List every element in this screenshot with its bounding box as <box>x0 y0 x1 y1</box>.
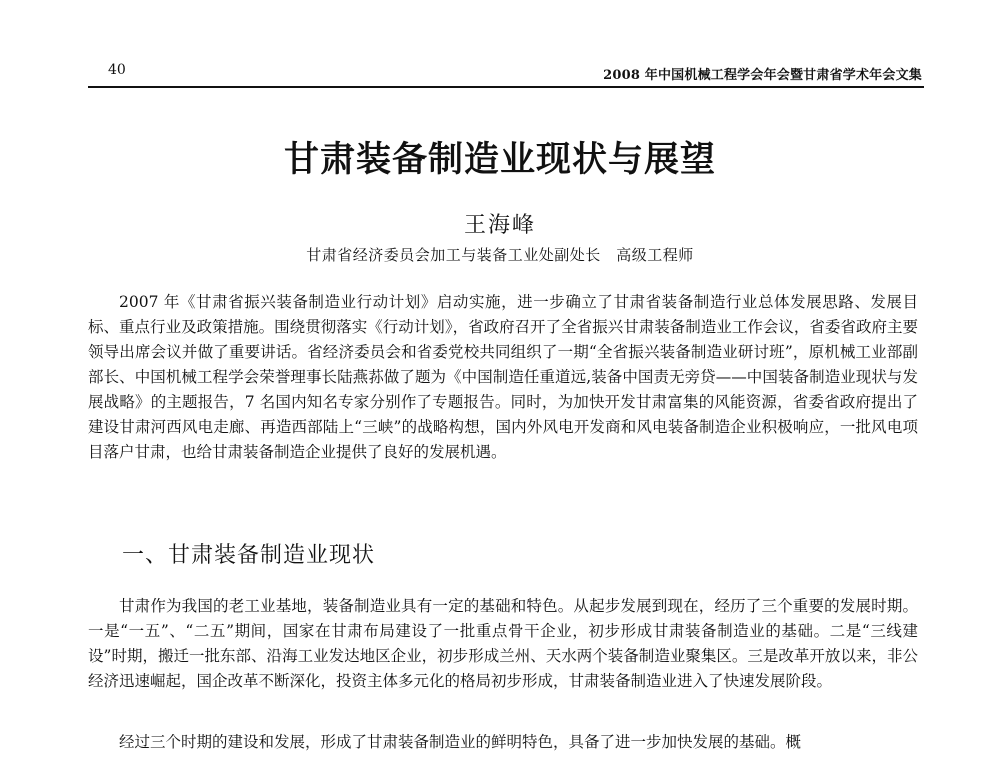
page-number: 40 <box>108 62 126 78</box>
body-paragraph-2: 甘肃作为我国的老工业基地，装备制造业具有一定的基础和特色。从起步发展到现在，经历了三个重要的发展时期。一是“一五”、“二五”期间，国家在甘肃布局建设了一批重点骨干企业，初步形成甘肃装备制造业的基础。二是“三线建设”时期，搬迁一批东部、沿海工业发达地区企业，初步形成兰州、天水两个装备制造业聚集区。三是改革开放以来，非公经济迅速崛起，国企改革不断深化，投资主体多元化的格局初步形成，甘肃装备制造业进入了快速发展阶段。 <box>88 597 918 690</box>
body-paragraph-3: 经过三个时期的建设和发展，形成了甘肃装备制造业的鲜明特色，具备了进一步加快发展的基础。概 <box>119 733 802 751</box>
author-name: 王海峰 <box>463 213 536 238</box>
author-affiliation: 甘肃省经济委员会加工与装备工业处副处长 高级工程师 <box>306 246 694 264</box>
running-header-title: 2008 年中国机械工程学会年会暨甘肃省学术年会文集 <box>603 68 922 83</box>
article-title: 甘肃装备制造业现状与展望 <box>283 140 716 180</box>
page-header <box>88 58 924 88</box>
body-paragraph-1: 2007 年《甘肃省振兴装备制造业行动计划》启动实施，进一步确立了甘肃省装备制造行业总体发展思路、发展目标、重点行业及政策措施。围绕贯彻落实《行动计划》，省政府召开了全省振兴甘肃装备制造业工作会议，省委省政府主要领导出席会议并做了重要讲话。省经济委员会和省委党校共同组织了一期“全省振兴装备制造业研讨班”，原机械工业部副部长、中国机械工程学会荣誉理事长陆燕荪做了题为《中国制造任重道远,装备中国责无旁贷——中国装备制造业现状与发展战略》的主题报告，7 名国内知名专家分别作了专题报告。同时，为加快开发甘肃富集的风能资源，省委省政府提出了建设甘肃河西风电走廊、再造西部陆上“三峡”的战略构想，国内外风电开发商和风电装备制造企业积极响应，一批风电项目落户甘肃，也给甘肃装备制造企业提供了良好的发展机遇。 <box>88 293 918 461</box>
section-heading: 一、甘肃装备制造业现状 <box>122 543 376 568</box>
